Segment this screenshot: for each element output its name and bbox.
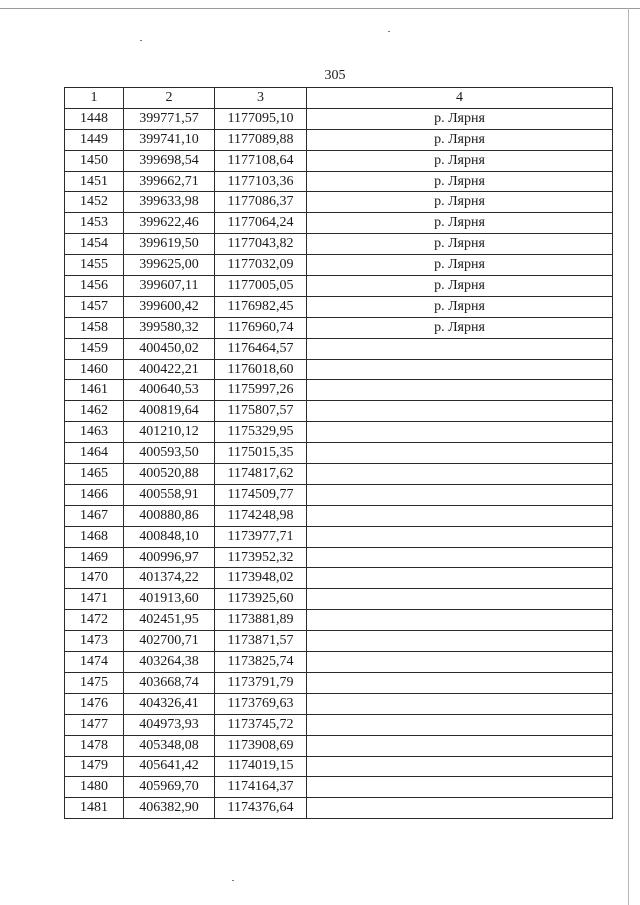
y-coordinate-cell: 1173952,32 bbox=[215, 547, 307, 568]
point-number-cell: 1451 bbox=[65, 171, 124, 192]
y-coordinate-cell: 1173745,72 bbox=[215, 714, 307, 735]
column-header-2: 2 bbox=[124, 88, 215, 109]
point-number-cell: 1452 bbox=[65, 192, 124, 213]
note-cell: р. Лярня bbox=[307, 150, 613, 171]
y-coordinate-cell: 1177043,82 bbox=[215, 234, 307, 255]
point-number-cell: 1450 bbox=[65, 150, 124, 171]
point-number-cell: 1469 bbox=[65, 547, 124, 568]
y-coordinate-cell: 1177095,10 bbox=[215, 108, 307, 129]
note-cell bbox=[307, 693, 613, 714]
x-coordinate-cell: 400996,97 bbox=[124, 547, 215, 568]
x-coordinate-cell: 400819,64 bbox=[124, 401, 215, 422]
point-number-cell: 1474 bbox=[65, 652, 124, 673]
y-coordinate-cell: 1174019,15 bbox=[215, 756, 307, 777]
x-coordinate-cell: 399580,32 bbox=[124, 317, 215, 338]
point-number-cell: 1458 bbox=[65, 317, 124, 338]
point-number-cell: 1455 bbox=[65, 255, 124, 276]
point-number-cell: 1478 bbox=[65, 735, 124, 756]
x-coordinate-cell: 401210,12 bbox=[124, 422, 215, 443]
x-coordinate-cell: 403668,74 bbox=[124, 672, 215, 693]
x-coordinate-cell: 402451,95 bbox=[124, 610, 215, 631]
header-row bbox=[65, 88, 613, 109]
table-row bbox=[65, 108, 613, 129]
table-row bbox=[65, 150, 613, 171]
table-row bbox=[65, 443, 613, 464]
x-coordinate-cell: 406382,90 bbox=[124, 798, 215, 819]
table-row bbox=[65, 735, 613, 756]
note-cell: р. Лярня bbox=[307, 192, 613, 213]
table-row bbox=[65, 359, 613, 380]
coordinates-table bbox=[64, 87, 613, 819]
table-row bbox=[65, 589, 613, 610]
note-cell bbox=[307, 443, 613, 464]
y-coordinate-cell: 1177005,05 bbox=[215, 276, 307, 297]
x-coordinate-cell: 399619,50 bbox=[124, 234, 215, 255]
point-number-cell: 1468 bbox=[65, 526, 124, 547]
x-coordinate-cell: 405641,42 bbox=[124, 756, 215, 777]
point-number-cell: 1467 bbox=[65, 505, 124, 526]
x-coordinate-cell: 399771,57 bbox=[124, 108, 215, 129]
y-coordinate-cell: 1176018,60 bbox=[215, 359, 307, 380]
note-cell bbox=[307, 735, 613, 756]
x-coordinate-cell: 400450,02 bbox=[124, 338, 215, 359]
y-coordinate-cell: 1174509,77 bbox=[215, 484, 307, 505]
y-coordinate-cell: 1174376,64 bbox=[215, 798, 307, 819]
table-row bbox=[65, 255, 613, 276]
y-coordinate-cell: 1176960,74 bbox=[215, 317, 307, 338]
x-coordinate-cell: 404326,41 bbox=[124, 693, 215, 714]
x-coordinate-cell: 400593,50 bbox=[124, 443, 215, 464]
y-coordinate-cell: 1176464,57 bbox=[215, 338, 307, 359]
scan-speck bbox=[140, 40, 142, 41]
point-number-cell: 1479 bbox=[65, 756, 124, 777]
note-cell bbox=[307, 401, 613, 422]
point-number-cell: 1473 bbox=[65, 631, 124, 652]
y-coordinate-cell: 1177103,36 bbox=[215, 171, 307, 192]
x-coordinate-cell: 399662,71 bbox=[124, 171, 215, 192]
note-cell bbox=[307, 652, 613, 673]
x-coordinate-cell: 399622,46 bbox=[124, 213, 215, 234]
column-header-3: 3 bbox=[215, 88, 307, 109]
x-coordinate-cell: 400640,53 bbox=[124, 380, 215, 401]
note-cell: р. Лярня bbox=[307, 296, 613, 317]
table-row bbox=[65, 714, 613, 735]
y-coordinate-cell: 1174248,98 bbox=[215, 505, 307, 526]
note-cell bbox=[307, 798, 613, 819]
x-coordinate-cell: 399698,54 bbox=[124, 150, 215, 171]
y-coordinate-cell: 1173948,02 bbox=[215, 568, 307, 589]
table-row bbox=[65, 777, 613, 798]
table-row bbox=[65, 129, 613, 150]
x-coordinate-cell: 401913,60 bbox=[124, 589, 215, 610]
y-coordinate-cell: 1173908,69 bbox=[215, 735, 307, 756]
scan-speck bbox=[388, 31, 390, 32]
note-cell bbox=[307, 359, 613, 380]
x-coordinate-cell: 399633,98 bbox=[124, 192, 215, 213]
y-coordinate-cell: 1174817,62 bbox=[215, 464, 307, 485]
x-coordinate-cell: 399741,10 bbox=[124, 129, 215, 150]
y-coordinate-cell: 1173925,60 bbox=[215, 589, 307, 610]
note-cell bbox=[307, 610, 613, 631]
table-row bbox=[65, 296, 613, 317]
point-number-cell: 1449 bbox=[65, 129, 124, 150]
x-coordinate-cell: 400422,21 bbox=[124, 359, 215, 380]
note-cell bbox=[307, 505, 613, 526]
table-row bbox=[65, 505, 613, 526]
point-number-cell: 1456 bbox=[65, 276, 124, 297]
point-number-cell: 1477 bbox=[65, 714, 124, 735]
table-row bbox=[65, 317, 613, 338]
y-coordinate-cell: 1177032,09 bbox=[215, 255, 307, 276]
point-number-cell: 1459 bbox=[65, 338, 124, 359]
y-coordinate-cell: 1175807,57 bbox=[215, 401, 307, 422]
note-cell bbox=[307, 777, 613, 798]
y-coordinate-cell: 1177089,88 bbox=[215, 129, 307, 150]
y-coordinate-cell: 1177086,37 bbox=[215, 192, 307, 213]
point-number-cell: 1481 bbox=[65, 798, 124, 819]
note-cell bbox=[307, 631, 613, 652]
x-coordinate-cell: 400880,86 bbox=[124, 505, 215, 526]
note-cell bbox=[307, 526, 613, 547]
note-cell: р. Лярня bbox=[307, 129, 613, 150]
x-coordinate-cell: 400848,10 bbox=[124, 526, 215, 547]
note-cell bbox=[307, 756, 613, 777]
x-coordinate-cell: 399607,11 bbox=[124, 276, 215, 297]
point-number-cell: 1463 bbox=[65, 422, 124, 443]
point-number-cell: 1461 bbox=[65, 380, 124, 401]
x-coordinate-cell: 399625,00 bbox=[124, 255, 215, 276]
x-coordinate-cell: 402700,71 bbox=[124, 631, 215, 652]
column-header-4: 4 bbox=[307, 88, 613, 109]
table-header bbox=[65, 88, 613, 109]
y-coordinate-cell: 1175015,35 bbox=[215, 443, 307, 464]
point-number-cell: 1472 bbox=[65, 610, 124, 631]
y-coordinate-cell: 1173825,74 bbox=[215, 652, 307, 673]
table-row bbox=[65, 338, 613, 359]
point-number-cell: 1470 bbox=[65, 568, 124, 589]
note-cell: р. Лярня bbox=[307, 171, 613, 192]
table-row bbox=[65, 380, 613, 401]
x-coordinate-cell: 403264,38 bbox=[124, 652, 215, 673]
table-row bbox=[65, 672, 613, 693]
table-row bbox=[65, 547, 613, 568]
table-row bbox=[65, 798, 613, 819]
scan-speck bbox=[232, 880, 234, 881]
note-cell: р. Лярня bbox=[307, 108, 613, 129]
note-cell bbox=[307, 422, 613, 443]
table-row bbox=[65, 401, 613, 422]
x-coordinate-cell: 400520,88 bbox=[124, 464, 215, 485]
note-cell bbox=[307, 568, 613, 589]
note-cell: р. Лярня bbox=[307, 255, 613, 276]
note-cell bbox=[307, 464, 613, 485]
table-row bbox=[65, 171, 613, 192]
x-coordinate-cell: 404973,93 bbox=[124, 714, 215, 735]
y-coordinate-cell: 1174164,37 bbox=[215, 777, 307, 798]
y-coordinate-cell: 1173791,79 bbox=[215, 672, 307, 693]
table-row bbox=[65, 464, 613, 485]
note-cell: р. Лярня bbox=[307, 317, 613, 338]
x-coordinate-cell: 400558,91 bbox=[124, 484, 215, 505]
note-cell: р. Лярня bbox=[307, 276, 613, 297]
note-cell bbox=[307, 547, 613, 568]
scan-edge-top bbox=[0, 8, 640, 9]
point-number-cell: 1465 bbox=[65, 464, 124, 485]
x-coordinate-cell: 399600,42 bbox=[124, 296, 215, 317]
point-number-cell: 1464 bbox=[65, 443, 124, 464]
table-row bbox=[65, 213, 613, 234]
point-number-cell: 1457 bbox=[65, 296, 124, 317]
column-header-1: 1 bbox=[65, 88, 124, 109]
table-body bbox=[65, 108, 613, 818]
point-number-cell: 1476 bbox=[65, 693, 124, 714]
scan-edge-right bbox=[628, 8, 629, 905]
note-cell: р. Лярня bbox=[307, 234, 613, 255]
table-row bbox=[65, 422, 613, 443]
table-row bbox=[65, 652, 613, 673]
point-number-cell: 1453 bbox=[65, 213, 124, 234]
y-coordinate-cell: 1173871,57 bbox=[215, 631, 307, 652]
table-row bbox=[65, 610, 613, 631]
point-number-cell: 1462 bbox=[65, 401, 124, 422]
table-row bbox=[65, 484, 613, 505]
y-coordinate-cell: 1173769,63 bbox=[215, 693, 307, 714]
note-cell bbox=[307, 589, 613, 610]
note-cell: р. Лярня bbox=[307, 213, 613, 234]
note-cell bbox=[307, 714, 613, 735]
y-coordinate-cell: 1176982,45 bbox=[215, 296, 307, 317]
note-cell bbox=[307, 338, 613, 359]
page-number: 305 bbox=[324, 68, 346, 83]
table-row bbox=[65, 756, 613, 777]
table-row bbox=[65, 526, 613, 547]
table-row bbox=[65, 631, 613, 652]
table-row bbox=[65, 568, 613, 589]
point-number-cell: 1448 bbox=[65, 108, 124, 129]
table-row bbox=[65, 693, 613, 714]
point-number-cell: 1466 bbox=[65, 484, 124, 505]
point-number-cell: 1475 bbox=[65, 672, 124, 693]
y-coordinate-cell: 1173977,71 bbox=[215, 526, 307, 547]
y-coordinate-cell: 1175329,95 bbox=[215, 422, 307, 443]
point-number-cell: 1480 bbox=[65, 777, 124, 798]
point-number-cell: 1454 bbox=[65, 234, 124, 255]
table-row bbox=[65, 192, 613, 213]
y-coordinate-cell: 1177064,24 bbox=[215, 213, 307, 234]
point-number-cell: 1471 bbox=[65, 589, 124, 610]
y-coordinate-cell: 1173881,89 bbox=[215, 610, 307, 631]
x-coordinate-cell: 405348,08 bbox=[124, 735, 215, 756]
point-number-cell: 1460 bbox=[65, 359, 124, 380]
x-coordinate-cell: 405969,70 bbox=[124, 777, 215, 798]
y-coordinate-cell: 1177108,64 bbox=[215, 150, 307, 171]
table-row bbox=[65, 276, 613, 297]
y-coordinate-cell: 1175997,26 bbox=[215, 380, 307, 401]
note-cell bbox=[307, 484, 613, 505]
note-cell bbox=[307, 672, 613, 693]
note-cell bbox=[307, 380, 613, 401]
x-coordinate-cell: 401374,22 bbox=[124, 568, 215, 589]
table-row bbox=[65, 234, 613, 255]
